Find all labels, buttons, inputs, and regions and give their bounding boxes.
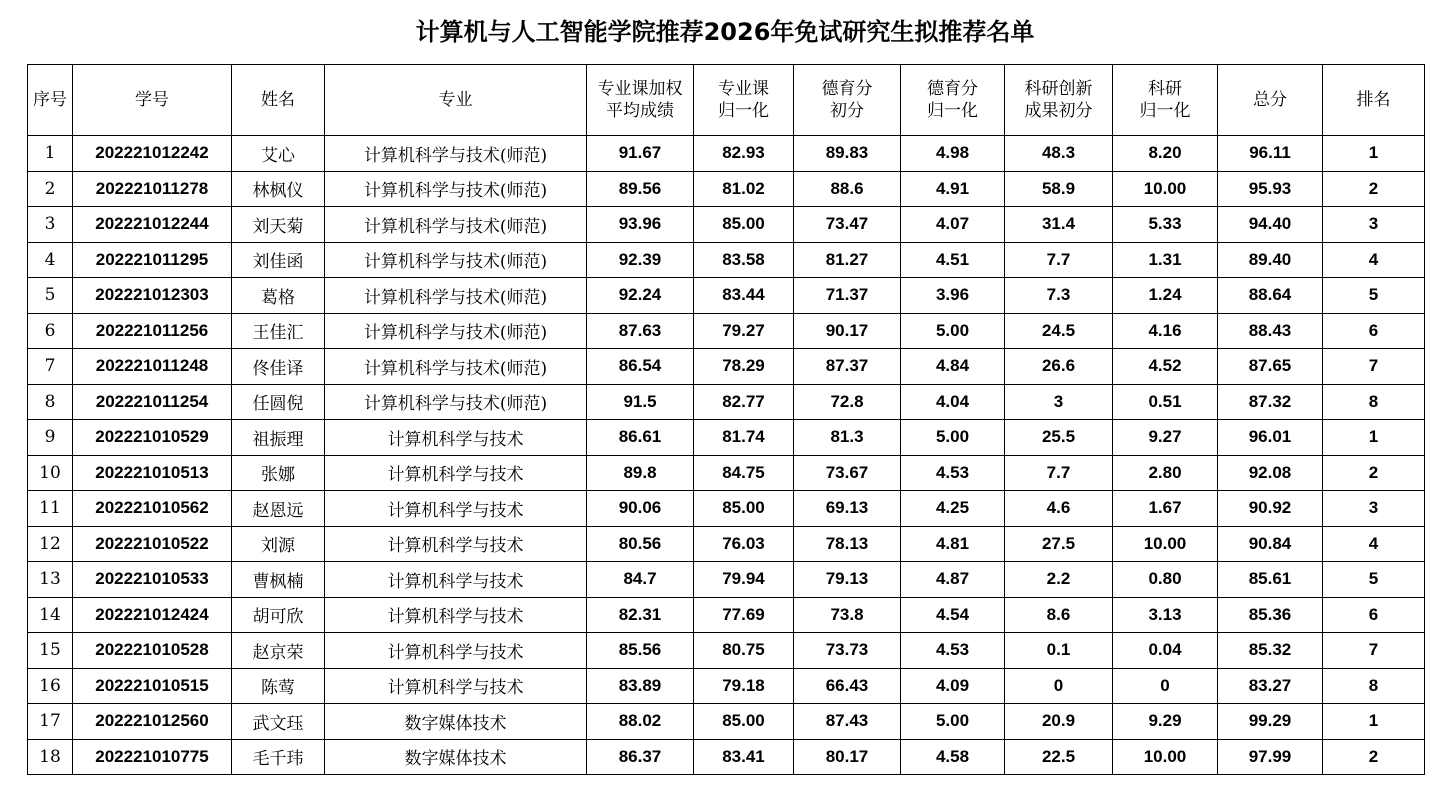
cell-course-norm: 83.44 <box>694 278 794 314</box>
table-row <box>28 491 1425 527</box>
cell-total: 88.43 <box>1218 313 1323 349</box>
cell-course-avg: 92.24 <box>587 278 694 314</box>
cell-rank: 5 <box>1323 562 1425 598</box>
cell-course-norm: 83.41 <box>694 739 794 775</box>
cell-student-id: 202221010522 <box>73 526 232 562</box>
cell-rank: 6 <box>1323 597 1425 633</box>
table-row <box>28 136 1425 172</box>
cell-moral-raw: 89.83 <box>794 136 901 172</box>
cell-moral-norm: 5.00 <box>901 704 1005 740</box>
cell-moral-raw: 87.37 <box>794 349 901 385</box>
cell-total: 92.08 <box>1218 455 1323 491</box>
cell-rank: 6 <box>1323 313 1425 349</box>
cell-total: 90.92 <box>1218 491 1323 527</box>
cell-research-raw: 58.9 <box>1005 171 1113 207</box>
table-row <box>28 526 1425 562</box>
cell-moral-raw: 71.37 <box>794 278 901 314</box>
header-major-line: 专业 <box>438 90 473 110</box>
cell-moral-norm: 4.25 <box>901 491 1005 527</box>
cell-rank: 2 <box>1323 171 1425 207</box>
cell-student-id: 202221011254 <box>73 384 232 420</box>
cell-rank: 4 <box>1323 242 1425 278</box>
table-row <box>28 668 1425 704</box>
cell-moral-norm: 5.00 <box>901 313 1005 349</box>
cell-rank: 3 <box>1323 491 1425 527</box>
header-seq <box>28 65 73 136</box>
header-student-id <box>73 65 232 136</box>
cell-research-raw: 7.7 <box>1005 455 1113 491</box>
cell-moral-norm: 4.53 <box>901 633 1005 669</box>
cell-moral-raw: 87.43 <box>794 704 901 740</box>
cell-name: 武文珏 <box>232 704 325 740</box>
cell-rank: 7 <box>1323 349 1425 385</box>
cell-total: 85.61 <box>1218 562 1323 598</box>
cell-total: 87.65 <box>1218 349 1323 385</box>
cell-major: 计算机科学与技术 <box>325 455 587 491</box>
cell-student-id: 202221010533 <box>73 562 232 598</box>
cell-name: 葛格 <box>232 278 325 314</box>
cell-seq: 3 <box>28 207 73 243</box>
cell-name: 曹枫楠 <box>232 562 325 598</box>
cell-moral-raw: 72.8 <box>794 384 901 420</box>
cell-course-norm: 81.74 <box>694 420 794 456</box>
cell-research-norm: 9.29 <box>1113 704 1218 740</box>
cell-course-avg: 84.7 <box>587 562 694 598</box>
cell-course-avg: 91.5 <box>587 384 694 420</box>
cell-course-norm: 83.58 <box>694 242 794 278</box>
table-row <box>28 384 1425 420</box>
cell-moral-raw: 79.13 <box>794 562 901 598</box>
cell-student-id: 202221010515 <box>73 668 232 704</box>
cell-major: 计算机科学与技术(师范) <box>325 349 587 385</box>
table-row <box>28 633 1425 669</box>
cell-research-raw: 2.2 <box>1005 562 1113 598</box>
cell-research-raw: 25.5 <box>1005 420 1113 456</box>
header-research-norm-line: 归一化 <box>1139 101 1191 121</box>
cell-research-norm: 8.20 <box>1113 136 1218 172</box>
cell-major: 计算机科学与技术(师范) <box>325 384 587 420</box>
cell-total: 85.36 <box>1218 597 1323 633</box>
cell-seq: 17 <box>28 704 73 740</box>
cell-moral-norm: 4.07 <box>901 207 1005 243</box>
cell-seq: 2 <box>28 171 73 207</box>
cell-name: 任圆倪 <box>232 384 325 420</box>
header-research-raw-line: 成果初分 <box>1024 101 1093 121</box>
cell-research-norm: 0.04 <box>1113 633 1218 669</box>
cell-research-raw: 3 <box>1005 384 1113 420</box>
table-row <box>28 562 1425 598</box>
cell-research-raw: 27.5 <box>1005 526 1113 562</box>
cell-moral-norm: 4.87 <box>901 562 1005 598</box>
cell-course-avg: 86.54 <box>587 349 694 385</box>
cell-seq: 11 <box>28 491 73 527</box>
header-rank <box>1323 65 1425 136</box>
cell-seq: 9 <box>28 420 73 456</box>
cell-course-avg: 86.61 <box>587 420 694 456</box>
cell-moral-norm: 3.96 <box>901 278 1005 314</box>
header-rank-line: 排名 <box>1356 90 1391 110</box>
cell-moral-raw: 73.8 <box>794 597 901 633</box>
cell-student-id: 202221010513 <box>73 455 232 491</box>
cell-rank: 2 <box>1323 455 1425 491</box>
table-header-row <box>28 65 1425 136</box>
cell-major: 计算机科学与技术(师范) <box>325 171 587 207</box>
cell-course-avg: 89.8 <box>587 455 694 491</box>
cell-moral-raw: 66.43 <box>794 668 901 704</box>
table-row <box>28 597 1425 633</box>
table-row <box>28 420 1425 456</box>
cell-research-raw: 0.1 <box>1005 633 1113 669</box>
cell-research-raw: 0 <box>1005 668 1113 704</box>
cell-research-norm: 1.24 <box>1113 278 1218 314</box>
table-row <box>28 242 1425 278</box>
cell-moral-raw: 90.17 <box>794 313 901 349</box>
cell-course-avg: 90.06 <box>587 491 694 527</box>
header-moral-raw-line: 初分 <box>830 101 864 121</box>
cell-student-id: 202221012242 <box>73 136 232 172</box>
cell-course-norm: 76.03 <box>694 526 794 562</box>
page-title: 计算机与人工智能学院推荐2026年免试研究生拟推荐名单 <box>415 18 1035 46</box>
cell-moral-norm: 4.04 <box>901 384 1005 420</box>
table-row <box>28 455 1425 491</box>
cell-course-norm: 82.93 <box>694 136 794 172</box>
cell-major: 计算机科学与技术(师范) <box>325 207 587 243</box>
cell-name: 毛千玮 <box>232 739 325 775</box>
cell-seq: 4 <box>28 242 73 278</box>
cell-name: 陈莺 <box>232 668 325 704</box>
cell-research-raw: 20.9 <box>1005 704 1113 740</box>
cell-total: 99.29 <box>1218 704 1323 740</box>
cell-moral-norm: 4.58 <box>901 739 1005 775</box>
cell-rank: 4 <box>1323 526 1425 562</box>
cell-seq: 7 <box>28 349 73 385</box>
cell-total: 96.11 <box>1218 136 1323 172</box>
cell-research-norm: 1.31 <box>1113 242 1218 278</box>
cell-course-norm: 81.02 <box>694 171 794 207</box>
cell-name: 艾心 <box>232 136 325 172</box>
cell-name: 胡可欣 <box>232 597 325 633</box>
cell-research-norm: 0.80 <box>1113 562 1218 598</box>
header-moral-norm-line: 归一化 <box>927 101 978 121</box>
cell-research-raw: 48.3 <box>1005 136 1113 172</box>
header-research-raw-line: 科研创新 <box>1024 79 1093 99</box>
cell-moral-norm: 4.09 <box>901 668 1005 704</box>
header-total <box>1218 65 1323 136</box>
cell-rank: 3 <box>1323 207 1425 243</box>
cell-research-raw: 7.3 <box>1005 278 1113 314</box>
cell-research-raw: 31.4 <box>1005 207 1113 243</box>
cell-research-norm: 10.00 <box>1113 526 1218 562</box>
cell-major: 计算机科学与技术(师范) <box>325 242 587 278</box>
cell-major: 数字媒体技术 <box>325 704 587 740</box>
header-student-id-line: 学号 <box>135 90 169 110</box>
cell-course-norm: 84.75 <box>694 455 794 491</box>
cell-name: 刘佳函 <box>232 242 325 278</box>
cell-name: 刘天菊 <box>232 207 325 243</box>
cell-student-id: 202221012303 <box>73 278 232 314</box>
cell-major: 计算机科学与技术 <box>325 668 587 704</box>
cell-rank: 8 <box>1323 668 1425 704</box>
header-moral-raw <box>794 65 901 136</box>
cell-student-id: 202221012244 <box>73 207 232 243</box>
cell-total: 89.40 <box>1218 242 1323 278</box>
cell-course-norm: 85.00 <box>694 491 794 527</box>
header-research-norm <box>1113 65 1218 136</box>
header-research-raw <box>1005 65 1113 136</box>
cell-total: 96.01 <box>1218 420 1323 456</box>
cell-student-id: 202221010562 <box>73 491 232 527</box>
cell-research-raw: 22.5 <box>1005 739 1113 775</box>
header-major <box>325 65 587 136</box>
header-research-norm-line: 科研 <box>1148 79 1182 99</box>
cell-student-id: 202221011256 <box>73 313 232 349</box>
cell-name: 祖振理 <box>232 420 325 456</box>
cell-rank: 2 <box>1323 739 1425 775</box>
cell-major: 计算机科学与技术 <box>325 633 587 669</box>
recommendation-table <box>27 64 1425 775</box>
cell-moral-norm: 4.84 <box>901 349 1005 385</box>
cell-moral-raw: 81.27 <box>794 242 901 278</box>
header-name <box>232 65 325 136</box>
cell-rank: 7 <box>1323 633 1425 669</box>
cell-seq: 18 <box>28 739 73 775</box>
cell-major: 计算机科学与技术(师范) <box>325 278 587 314</box>
cell-course-avg: 80.56 <box>587 526 694 562</box>
cell-student-id: 202221010529 <box>73 420 232 456</box>
cell-major: 计算机科学与技术 <box>325 562 587 598</box>
cell-student-id: 202221011278 <box>73 171 232 207</box>
cell-seq: 14 <box>28 597 73 633</box>
cell-seq: 10 <box>28 455 73 491</box>
cell-research-norm: 0.51 <box>1113 384 1218 420</box>
cell-total: 94.40 <box>1218 207 1323 243</box>
cell-moral-norm: 5.00 <box>901 420 1005 456</box>
cell-moral-raw: 78.13 <box>794 526 901 562</box>
cell-rank: 1 <box>1323 420 1425 456</box>
cell-name: 刘源 <box>232 526 325 562</box>
cell-student-id: 202221012560 <box>73 704 232 740</box>
cell-course-avg: 89.56 <box>587 171 694 207</box>
header-course-norm-line: 专业课 <box>718 79 769 99</box>
table-row <box>28 349 1425 385</box>
cell-rank: 1 <box>1323 704 1425 740</box>
cell-research-norm: 2.80 <box>1113 455 1218 491</box>
cell-total: 83.27 <box>1218 668 1323 704</box>
cell-research-norm: 3.13 <box>1113 597 1218 633</box>
cell-course-norm: 79.18 <box>694 668 794 704</box>
cell-moral-norm: 4.81 <box>901 526 1005 562</box>
cell-research-norm: 10.00 <box>1113 739 1218 775</box>
cell-research-norm: 1.67 <box>1113 491 1218 527</box>
cell-name: 佟佳译 <box>232 349 325 385</box>
header-course-norm-line: 归一化 <box>718 101 769 121</box>
table-row <box>28 739 1425 775</box>
cell-research-norm: 0 <box>1113 668 1218 704</box>
cell-research-norm: 9.27 <box>1113 420 1218 456</box>
cell-major: 数字媒体技术 <box>325 739 587 775</box>
cell-research-norm: 4.52 <box>1113 349 1218 385</box>
cell-research-raw: 8.6 <box>1005 597 1113 633</box>
table-row <box>28 704 1425 740</box>
cell-major: 计算机科学与技术(师范) <box>325 313 587 349</box>
cell-course-avg: 82.31 <box>587 597 694 633</box>
cell-total: 88.64 <box>1218 278 1323 314</box>
cell-course-avg: 85.56 <box>587 633 694 669</box>
cell-rank: 1 <box>1323 136 1425 172</box>
cell-moral-raw: 80.17 <box>794 739 901 775</box>
cell-moral-norm: 4.54 <box>901 597 1005 633</box>
cell-moral-raw: 81.3 <box>794 420 901 456</box>
cell-major: 计算机科学与技术 <box>325 526 587 562</box>
cell-rank: 5 <box>1323 278 1425 314</box>
header-course-avg <box>587 65 694 136</box>
cell-total: 95.93 <box>1218 171 1323 207</box>
cell-course-avg: 86.37 <box>587 739 694 775</box>
cell-major: 计算机科学与技术 <box>325 491 587 527</box>
cell-course-norm: 79.94 <box>694 562 794 598</box>
cell-research-norm: 4.16 <box>1113 313 1218 349</box>
cell-course-avg: 83.89 <box>587 668 694 704</box>
cell-course-avg: 88.02 <box>587 704 694 740</box>
cell-course-avg: 93.96 <box>587 207 694 243</box>
cell-course-avg: 87.63 <box>587 313 694 349</box>
table-row <box>28 278 1425 314</box>
cell-seq: 15 <box>28 633 73 669</box>
cell-research-raw: 24.5 <box>1005 313 1113 349</box>
cell-course-norm: 79.27 <box>694 313 794 349</box>
cell-total: 90.84 <box>1218 526 1323 562</box>
cell-seq: 6 <box>28 313 73 349</box>
cell-course-norm: 80.75 <box>694 633 794 669</box>
cell-student-id: 202221010775 <box>73 739 232 775</box>
cell-name: 赵京荣 <box>232 633 325 669</box>
cell-moral-raw: 88.6 <box>794 171 901 207</box>
cell-course-norm: 85.00 <box>694 704 794 740</box>
cell-course-norm: 85.00 <box>694 207 794 243</box>
header-seq-line: 序号 <box>33 90 67 110</box>
cell-major: 计算机科学与技术 <box>325 420 587 456</box>
cell-course-avg: 92.39 <box>587 242 694 278</box>
cell-seq: 16 <box>28 668 73 704</box>
cell-seq: 8 <box>28 384 73 420</box>
cell-moral-norm: 4.51 <box>901 242 1005 278</box>
cell-moral-norm: 4.91 <box>901 171 1005 207</box>
header-moral-raw-line: 德育分 <box>821 79 873 99</box>
cell-course-norm: 78.29 <box>694 349 794 385</box>
cell-seq: 13 <box>28 562 73 598</box>
cell-moral-raw: 73.73 <box>794 633 901 669</box>
cell-total: 87.32 <box>1218 384 1323 420</box>
cell-research-raw: 26.6 <box>1005 349 1113 385</box>
cell-course-norm: 77.69 <box>694 597 794 633</box>
table-row <box>28 171 1425 207</box>
header-total-line: 总分 <box>1253 90 1287 110</box>
table-row <box>28 207 1425 243</box>
cell-name: 赵恩远 <box>232 491 325 527</box>
cell-total: 97.99 <box>1218 739 1323 775</box>
cell-research-raw: 7.7 <box>1005 242 1113 278</box>
cell-seq: 12 <box>28 526 73 562</box>
cell-major: 计算机科学与技术(师范) <box>325 136 587 172</box>
cell-course-norm: 82.77 <box>694 384 794 420</box>
cell-seq: 1 <box>28 136 73 172</box>
cell-moral-norm: 4.53 <box>901 455 1005 491</box>
cell-seq: 5 <box>28 278 73 314</box>
header-course-norm <box>694 65 794 136</box>
header-moral-norm <box>901 65 1005 136</box>
cell-rank: 8 <box>1323 384 1425 420</box>
cell-student-id: 202221011295 <box>73 242 232 278</box>
header-course-avg-line: 专业课加权 <box>597 79 683 99</box>
cell-name: 张娜 <box>232 455 325 491</box>
cell-student-id: 202221012424 <box>73 597 232 633</box>
cell-research-raw: 4.6 <box>1005 491 1113 527</box>
cell-research-norm: 10.00 <box>1113 171 1218 207</box>
cell-student-id: 202221011248 <box>73 349 232 385</box>
cell-name: 王佳汇 <box>232 313 325 349</box>
table-row <box>28 313 1425 349</box>
cell-moral-raw: 73.67 <box>794 455 901 491</box>
header-name-line: 姓名 <box>261 90 295 110</box>
cell-course-avg: 91.67 <box>587 136 694 172</box>
cell-student-id: 202221010528 <box>73 633 232 669</box>
cell-research-norm: 5.33 <box>1113 207 1218 243</box>
cell-moral-raw: 69.13 <box>794 491 901 527</box>
header-moral-norm-line: 德育分 <box>927 79 978 99</box>
table-body <box>28 136 1425 775</box>
cell-name: 林枫仪 <box>232 171 325 207</box>
header-course-avg-line: 平均成绩 <box>606 101 674 121</box>
cell-moral-norm: 4.98 <box>901 136 1005 172</box>
cell-total: 85.32 <box>1218 633 1323 669</box>
cell-moral-raw: 73.47 <box>794 207 901 243</box>
cell-major: 计算机科学与技术 <box>325 597 587 633</box>
